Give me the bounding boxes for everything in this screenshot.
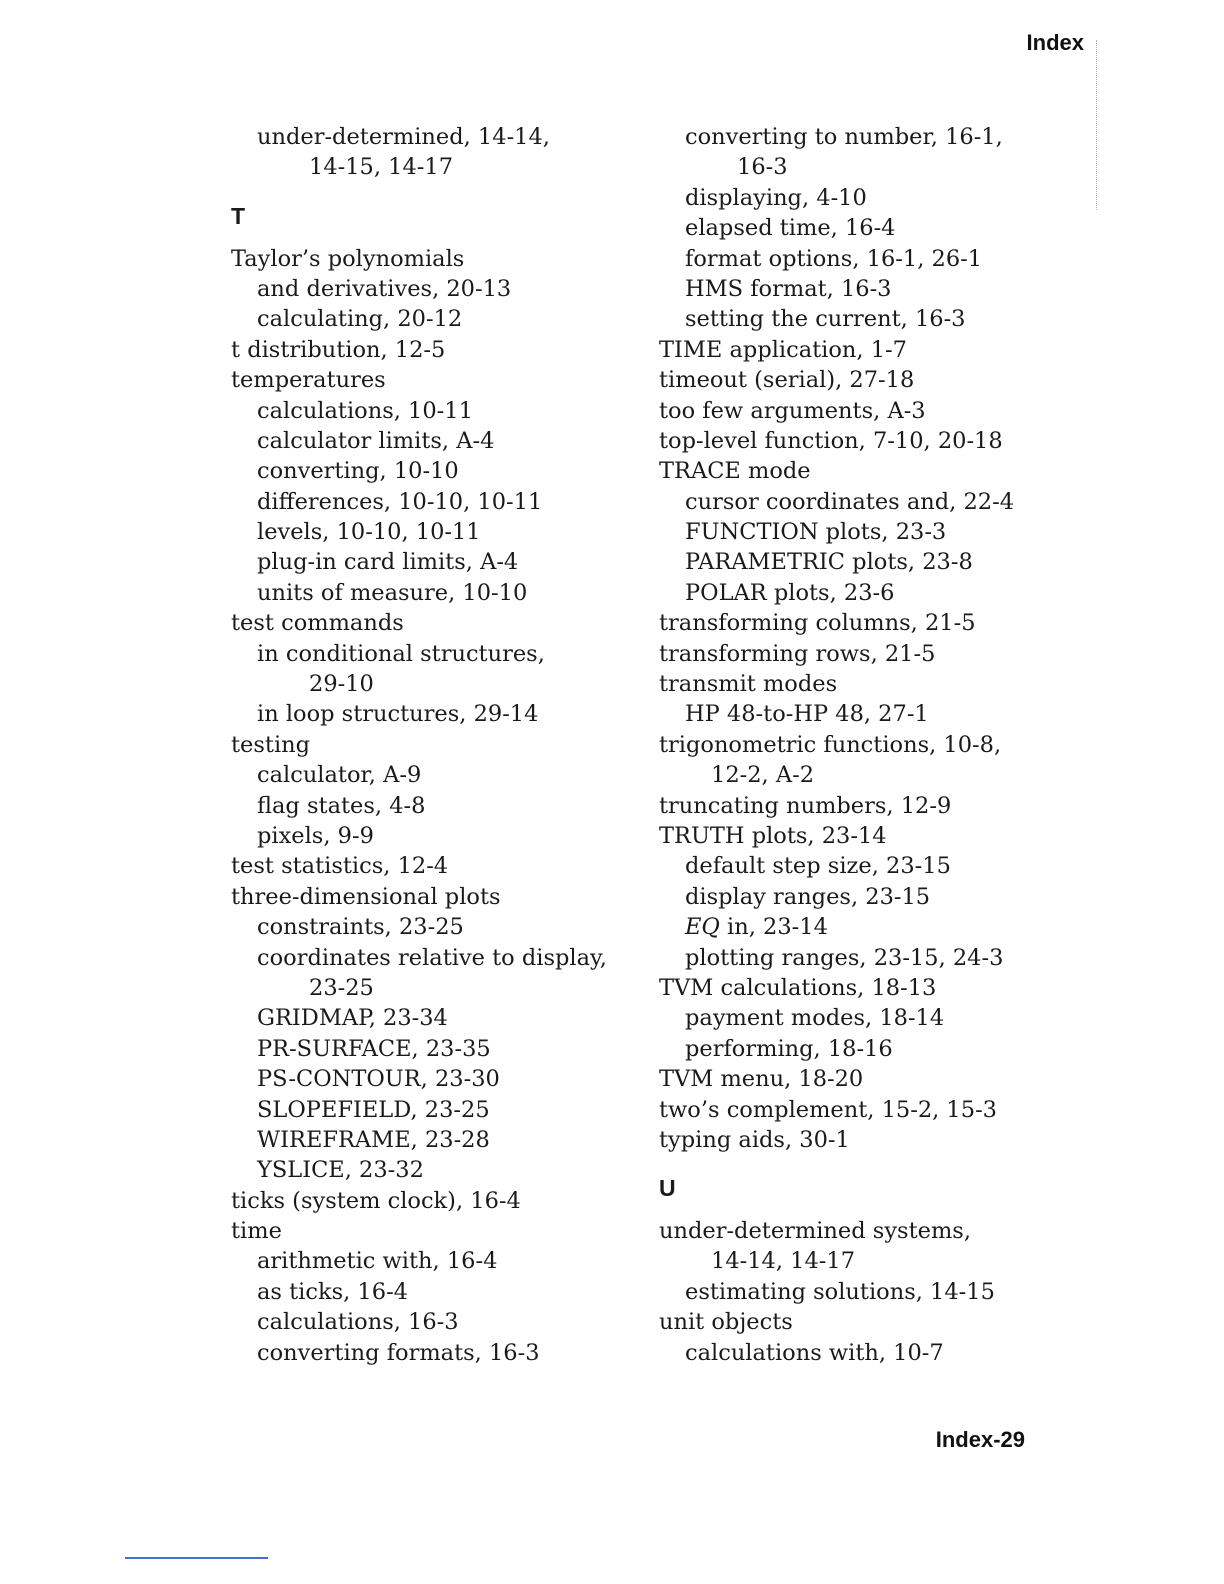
- index-subentry: 23-25: [309, 974, 374, 1001]
- index-subentry: PR-SURFACE, 23-35: [257, 1035, 491, 1062]
- index-subentry: levels, 10-10, 10-11: [257, 519, 481, 546]
- index-subentry: pixels, 9-9: [257, 823, 374, 849]
- index-subentry: plotting ranges, 23-15, 24-3: [685, 944, 1004, 971]
- index-entry: testing: [231, 731, 311, 758]
- index-section-letter: U: [659, 1175, 676, 1202]
- index-subentry: units of measure, 10-10: [257, 579, 528, 606]
- index-subentry: coordinates relative to display,: [257, 944, 607, 971]
- index-column-right: [659, 122, 1014, 1368]
- index-subentry: as ticks, 16-4: [257, 1278, 408, 1305]
- index-subentry: PS-CONTOUR, 23-30: [257, 1066, 500, 1093]
- index-subentry: flag states, 4-8: [257, 792, 426, 819]
- index-entry: unit objects: [659, 1309, 793, 1336]
- index-subentry: default step size, 23-15: [685, 853, 951, 880]
- index-subentry: payment modes, 18-14: [685, 1005, 945, 1032]
- index-subentry: 16-3: [737, 154, 788, 181]
- index-subentry: calculations with, 10-7: [685, 1339, 944, 1366]
- index-subentry: in conditional structures,: [257, 640, 545, 667]
- index-subentry: SLOPEFIELD, 23-25: [257, 1096, 490, 1123]
- index-entry: temperatures: [231, 367, 386, 394]
- index-subentry: converting to number, 16-1,: [685, 124, 1003, 150]
- index-entry: test commands: [231, 610, 404, 637]
- index-subentry: in loop structures, 29-14: [257, 701, 539, 728]
- index-entry: too few arguments, A-3: [659, 397, 926, 424]
- running-header: Index: [1026, 30, 1084, 55]
- index-subentry: and derivatives, 20-13: [257, 275, 512, 302]
- index-subentry: setting the current, 16-3: [685, 306, 966, 333]
- index-entry: timeout (serial), 27-18: [659, 367, 915, 394]
- index-entry: TRACE mode: [659, 458, 811, 485]
- index-subentry: converting formats, 16-3: [257, 1339, 540, 1366]
- index-subentry: display ranges, 23-15: [685, 883, 931, 910]
- index-entry: Taylor’s polynomials: [231, 245, 465, 272]
- index-subentry: cursor coordinates and, 22-4: [685, 488, 1015, 515]
- index-section-letter: T: [231, 202, 246, 229]
- index-entry: TIME application, 1-7: [659, 336, 907, 363]
- index-entry-term: EQ: [685, 914, 720, 941]
- page-edge-marks: [1096, 40, 1101, 210]
- index-entry-text: in, 23-14: [719, 914, 828, 941]
- index-entry: two’s complement, 15-2, 15-3: [659, 1096, 997, 1123]
- index-subentry: arithmetic with, 16-4: [257, 1248, 498, 1275]
- index-subentry: under-determined, 14-14,: [257, 124, 550, 150]
- index-entry: top-level function, 7-10, 20-18: [659, 427, 1003, 454]
- index-entry: transforming rows, 21-5: [659, 640, 936, 667]
- index-entry: t distribution, 12-5: [231, 336, 446, 363]
- index-subentry: PARAMETRIC plots, 23-8: [685, 549, 973, 576]
- index-entry: typing aids, 30-1: [659, 1126, 850, 1153]
- index-subentry: 14-14, 14-17: [711, 1248, 856, 1275]
- index-subentry: 29-10: [309, 671, 374, 698]
- index-entry: trigonometric functions, 10-8,: [659, 731, 1002, 758]
- index-subentry: HP 48-to-HP 48, 27-1: [685, 701, 929, 728]
- index-entry: ticks (system clock), 16-4: [231, 1187, 521, 1214]
- index-subentry: POLAR plots, 23-6: [685, 579, 895, 606]
- index-entry: TRUTH plots, 23-14: [659, 822, 887, 849]
- index-subentry: calculator, A-9: [257, 762, 422, 789]
- index-entry: truncating numbers, 12-9: [659, 792, 952, 819]
- index-subentry: WIREFRAME, 23-28: [257, 1126, 490, 1153]
- index-subentry: performing, 18-16: [685, 1035, 893, 1062]
- index-subentry: 14-15, 14-17: [309, 154, 454, 181]
- index-subentry: FUNCTION plots, 23-3: [685, 519, 947, 546]
- index-subentry: differences, 10-10, 10-11: [257, 488, 543, 515]
- index-entry: TVM calculations, 18-13: [659, 974, 937, 1001]
- index-subentry: GRIDMAP, 23-34: [257, 1005, 448, 1032]
- index-subentry: 12-2, A-2: [711, 762, 815, 789]
- index-entry: under-determined systems,: [659, 1218, 971, 1245]
- index-subentry: calculating, 20-12: [257, 306, 463, 333]
- index-entry: transmit modes: [659, 671, 838, 698]
- index-subentry: calculator limits, A-4: [257, 427, 495, 454]
- index-subentry: plug-in card limits, A-4: [257, 549, 519, 576]
- index-subentry: converting, 10-10: [257, 458, 459, 485]
- index-subentry: elapsed time, 16-4: [685, 215, 896, 242]
- index-subentry: calculations, 10-11: [257, 397, 473, 424]
- index-entry: three-dimensional plots: [231, 883, 501, 910]
- index-subentry: estimating solutions, 14-15: [685, 1278, 995, 1305]
- index-entry: transforming columns, 21-5: [659, 610, 976, 637]
- index-entry: time: [231, 1218, 282, 1245]
- index-subentry: [659, 912, 1014, 942]
- index-subentry: HMS format, 16-3: [685, 275, 892, 302]
- page-number: Index-29: [935, 1427, 1025, 1452]
- index-subentry: YSLICE, 23-32: [257, 1157, 424, 1184]
- index-subentry: calculations, 16-3: [257, 1309, 459, 1336]
- index-subentry: constraints, 23-25: [257, 914, 464, 941]
- index-subentry: displaying, 4-10: [685, 184, 867, 211]
- index-entry: TVM menu, 18-20: [659, 1066, 864, 1093]
- index-column-left: [231, 122, 607, 1368]
- index-entry: test statistics, 12-4: [231, 853, 449, 880]
- footer-rule: [125, 1557, 268, 1559]
- index-subentry: format options, 16-1, 26-1: [685, 245, 983, 272]
